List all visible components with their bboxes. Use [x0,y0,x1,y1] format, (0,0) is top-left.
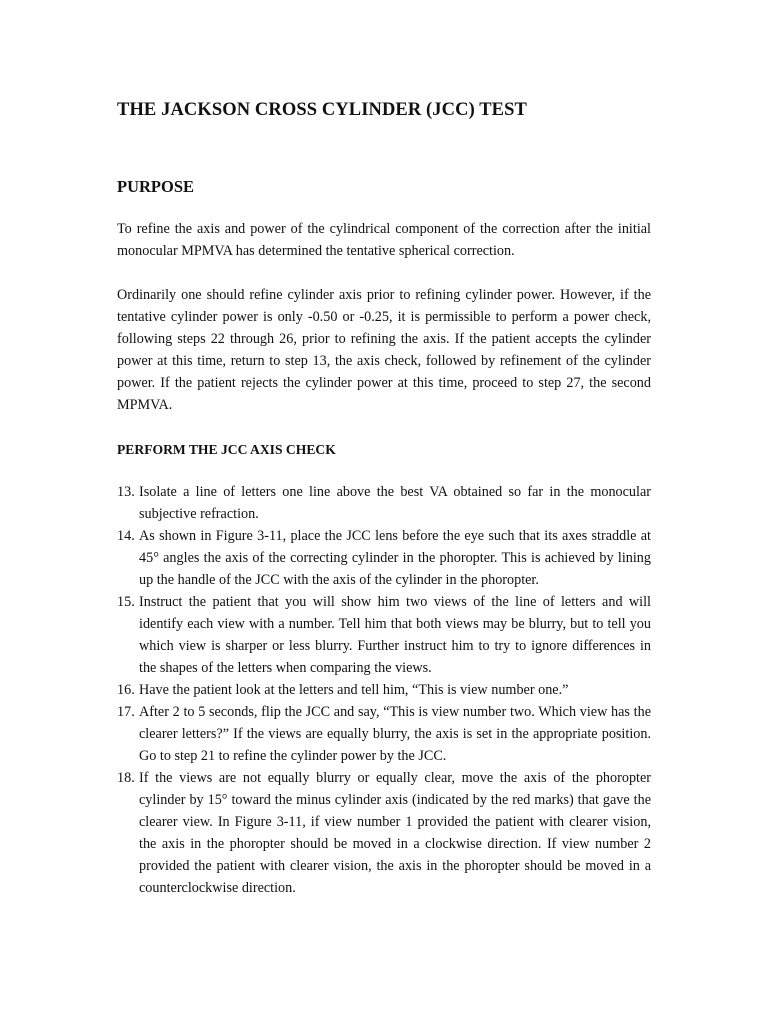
paragraph-purpose: To refine the axis and power of the cylindrical component of the correction after the initial monocular MPMVA has determined the tentative spherical correction. [117,221,651,259]
step-number: 17. [117,704,135,720]
step-text: As shown in Figure 3-11, place the JCC lens before the eye such that its axes straddle at 45° angles the axis of the correcting cylinder in the phoropter. This is achieved by lining up the handle of the JCC with the axis of the cylinder in the phoropter. [139,528,651,588]
subheading-axis-check: PERFORM THE JCC AXIS CHECK [117,442,336,457]
step-number: 13. [117,484,135,500]
step-item [117,701,651,767]
step-text: Instruct the patient that you will show him two views of the line of letters and will identify each view with a number. Tell him that both views may be blurry, but to tell you which view is sharper or less blurry. Further instruct him to try to ignore differences in the shapes of the letters when comparing the views. [139,594,651,676]
step-text: Have the patient look at the letters and tell him, “This is view number one.” [139,682,569,698]
step-text: After 2 to 5 seconds, flip the JCC and say, “This is view number two. Which view has the clearer letters?” If the views are equally blurry, the axis is set in the appropriate position. Go to step 21 to refine the cylinder power by the JCC. [139,704,651,764]
step-number: 15. [117,594,135,610]
step-number: 14. [117,528,135,544]
step-item [117,767,651,899]
paragraph-procedure-order: Ordinarily one should refine cylinder axis prior to refining cylinder power. However, if the tentative cylinder power is only -0.50 or -0.25, it is permissible to perform a power check, following steps 22 through 26, prior to refining the axis. If the patient accepts the cylinder power at this time, return to step 13, the axis check, followed by refinement of the cylinder power. If the patient rejects the cylinder power at this time, proceed to step 27, the second MPMVA. [117,287,651,413]
step-number: 16. [117,682,135,698]
step-text: If the views are not equally blurry or equally clear, move the axis of the phoropter cylinder by 15° toward the minus cylinder axis (indicated by the red marks) that gave the clearer view. In Figure 3-11, if view number 1 provided the patient with clearer vision, the axis in the phoropter should be moved in a clockwise direction. If view number 2 provided the patient with clearer vision, the axis in the phoropter should be moved in a counterclockwise direction. [139,770,651,896]
step-list [117,481,651,899]
step-item [117,679,651,701]
step-item [117,591,651,679]
document-title: THE JACKSON CROSS CYLINDER (JCC) TEST [117,100,527,120]
step-number: 18. [117,770,135,786]
step-item [117,481,651,525]
section-heading-purpose: PURPOSE [117,177,195,196]
step-item [117,525,651,591]
step-text: Isolate a line of letters one line above the best VA obtained so far in the monocular subjective refraction. [139,484,651,522]
